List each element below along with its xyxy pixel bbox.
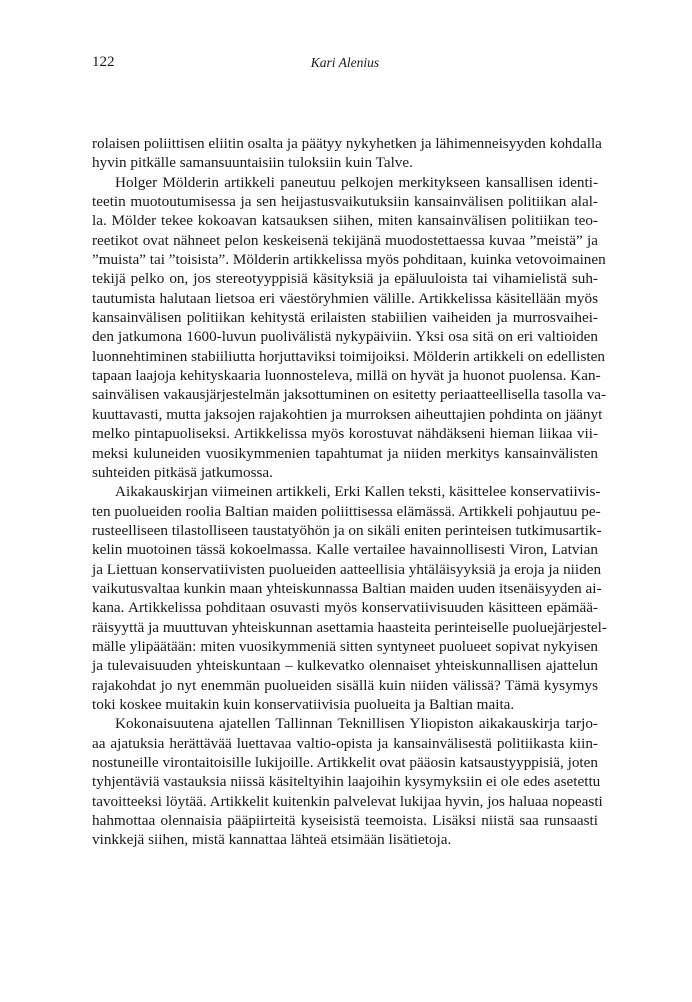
text-line: rolaisen poliittisen eliitin osalta ja päätyy nykyhetken ja lähimenneisyyden kohdalla — [92, 135, 602, 152]
text-line: Aikakauskirjan viimeinen artikkeli, Erki Kallen teksti, käsittelee konservatiivis- — [115, 483, 601, 501]
text-line: teetin muotoutumisessa ja sen heijastusvaikutuksiin kansainvälisen politiikan alal- — [92, 193, 598, 211]
text-line: tapaan laajoja kehityskaaria luonnosteleva, millä on hyvät ja huonot puolensa. Kan- — [92, 367, 601, 385]
text-line: aa ajatuksia herättävää luettavaa valtio-opista ja kansainvälisestä politiikasta kiin- — [92, 734, 598, 752]
text-line: kuuttavasti, mutta jaksojen rajakohtien ja murroksen aiheuttajien pohdinta on jäänyt — [92, 405, 603, 423]
text-line: ja Liettuan konservatiivisten puolueiden aatteellisia yhtäläisyyksiä ja eroja ja niiden — [92, 560, 602, 578]
text-line: kana. Artikkelissa pohditaan osuvasti myös konservatiivisuuden käsitteen epämää- — [92, 599, 598, 617]
text-line: hyvin pitkälle samansuuntaisiin tuloksiin kuin Talve. — [92, 154, 413, 172]
text-line: kansainvälisen politiikan kehitystä erilaisten stabiilien vaiheiden ja murrosvaihei- — [92, 309, 598, 327]
text-line: tekijä pelko on, jos stereotyyppisiä käsityksiä ja epäluuloista tai vihamielistä suh- — [92, 270, 598, 288]
text-line: toki koskee muitakin kuin konservatiivisia puolueita ja Baltian maita. — [92, 695, 515, 713]
text-line: vinkkejä siihen, mistä kannattaa lähteä etsimään lisätietoja. — [92, 831, 452, 849]
page-header — [92, 54, 598, 74]
text-line: kelin muotoinen tässä kokoelmassa. Kalle vertailee havainnollisesti Viron, Latvian — [92, 541, 598, 559]
text-line: melko pintapuoliseksi. Artikkelissa myös korostuvat nähdäkseni hieman liikaa vii- — [92, 425, 598, 443]
text-line: hahmottaa olennaisia pääpiirteitä kyseisistä teemoista. Lisäksi niistä saa runsaasti — [92, 812, 598, 830]
text-line: ja tulevaisuuden yhteiskuntaan – kulkevatko olennaiset yhteiskunnallisen ajattelun — [92, 657, 598, 675]
text-line: luonnehtiminen stabiiliutta horjuttaviksi toimijoiksi. Mölderin artikkeli on edellisten — [92, 347, 605, 365]
text-line: Kokonaisuutena ajatellen Tallinnan Teknillisen Yliopiston aikakauskirja tarjo- — [115, 715, 598, 733]
text-line: meksi kuluneiden vuosikymmenien tapahtumat ja niiden merkitys kansainvälisten — [92, 444, 598, 462]
text-line: den jatkumona 1600-luvun puolivälistä nykypäiviin. Yksi osa sitä on eri valtioiden — [92, 328, 598, 346]
text-line: sainvälisen vakausjärjestelmän jaksottuminen on esitetty periaatteellisella tasolla va- — [92, 386, 607, 404]
running-head-author: Kari Alenius — [310, 55, 380, 70]
text-line: suhteiden pitkäsä jatkumossa. — [92, 463, 273, 481]
text-line: nostuneille virontaitoisille lukijoille. Artikkelit ovat pääosin katsaustyyppisiä, joten — [92, 754, 598, 771]
text-line: ten puolueiden roolia Baltian maiden poliittisessa elämässä. Artikkeli pohjautuu pe- — [92, 502, 601, 520]
body-text — [92, 134, 607, 850]
text-line: rusteelliseen tilastolliseen taustatyöhön ja on sikäli eniten perinteisen tutkimusartik- — [92, 521, 602, 539]
text-line: ”muista” tai ”toisista”. Mölderin artikkelissa myös pohditaan, kuinka vetovoimainen — [92, 251, 606, 269]
page-number: 122 — [92, 54, 115, 70]
text-line: vaikutusvaltaa kunkin maan yhteiskunnassa Baltian maiden uuden itsenäisyyden ai- — [92, 579, 602, 597]
text-line: tavoitteeksi löytää. Artikkelit kuitenkin palvelevat lukijaa hyvin, jos haluaa nopeasti — [92, 792, 603, 810]
text-line: rajakohdat jo nyt enemmän puolueiden sisällä kuin niiden välissä? Tämä kysymys — [92, 676, 598, 694]
text-line: mälle ylipäätään: miten vuosikymmeniä sitten syntyneet puolueet sopivat nykyisen — [92, 637, 598, 655]
text-line: Holger Mölderin artikkeli paneutuu pelkojen merkitykseen kansallisen identi- — [115, 173, 598, 191]
text-line: la. Mölder tekee kokoavan katsauksen siihen, miten kansainvälisen politiikan teo- — [92, 212, 598, 230]
text-line: tyhjentäviä vastauksia niissä käsiteltyihin laajoihin kysymyksiin ei ole edes asetettu — [92, 773, 601, 791]
text-line: reetikot ovat nähneet pelon keskeisenä tekijänä muodostettaessa kuvaa ”meistä” ja — [92, 231, 598, 249]
text-line: tautumista halutaan lietsoa eri väestöryhmien välille. Artikkelissa käsitellään myös — [92, 289, 598, 307]
text-line: räisyyttä ja muuttuvan yhteiskunnan asettamia haasteita perinteiselle puoluejärjestel- — [92, 618, 607, 636]
